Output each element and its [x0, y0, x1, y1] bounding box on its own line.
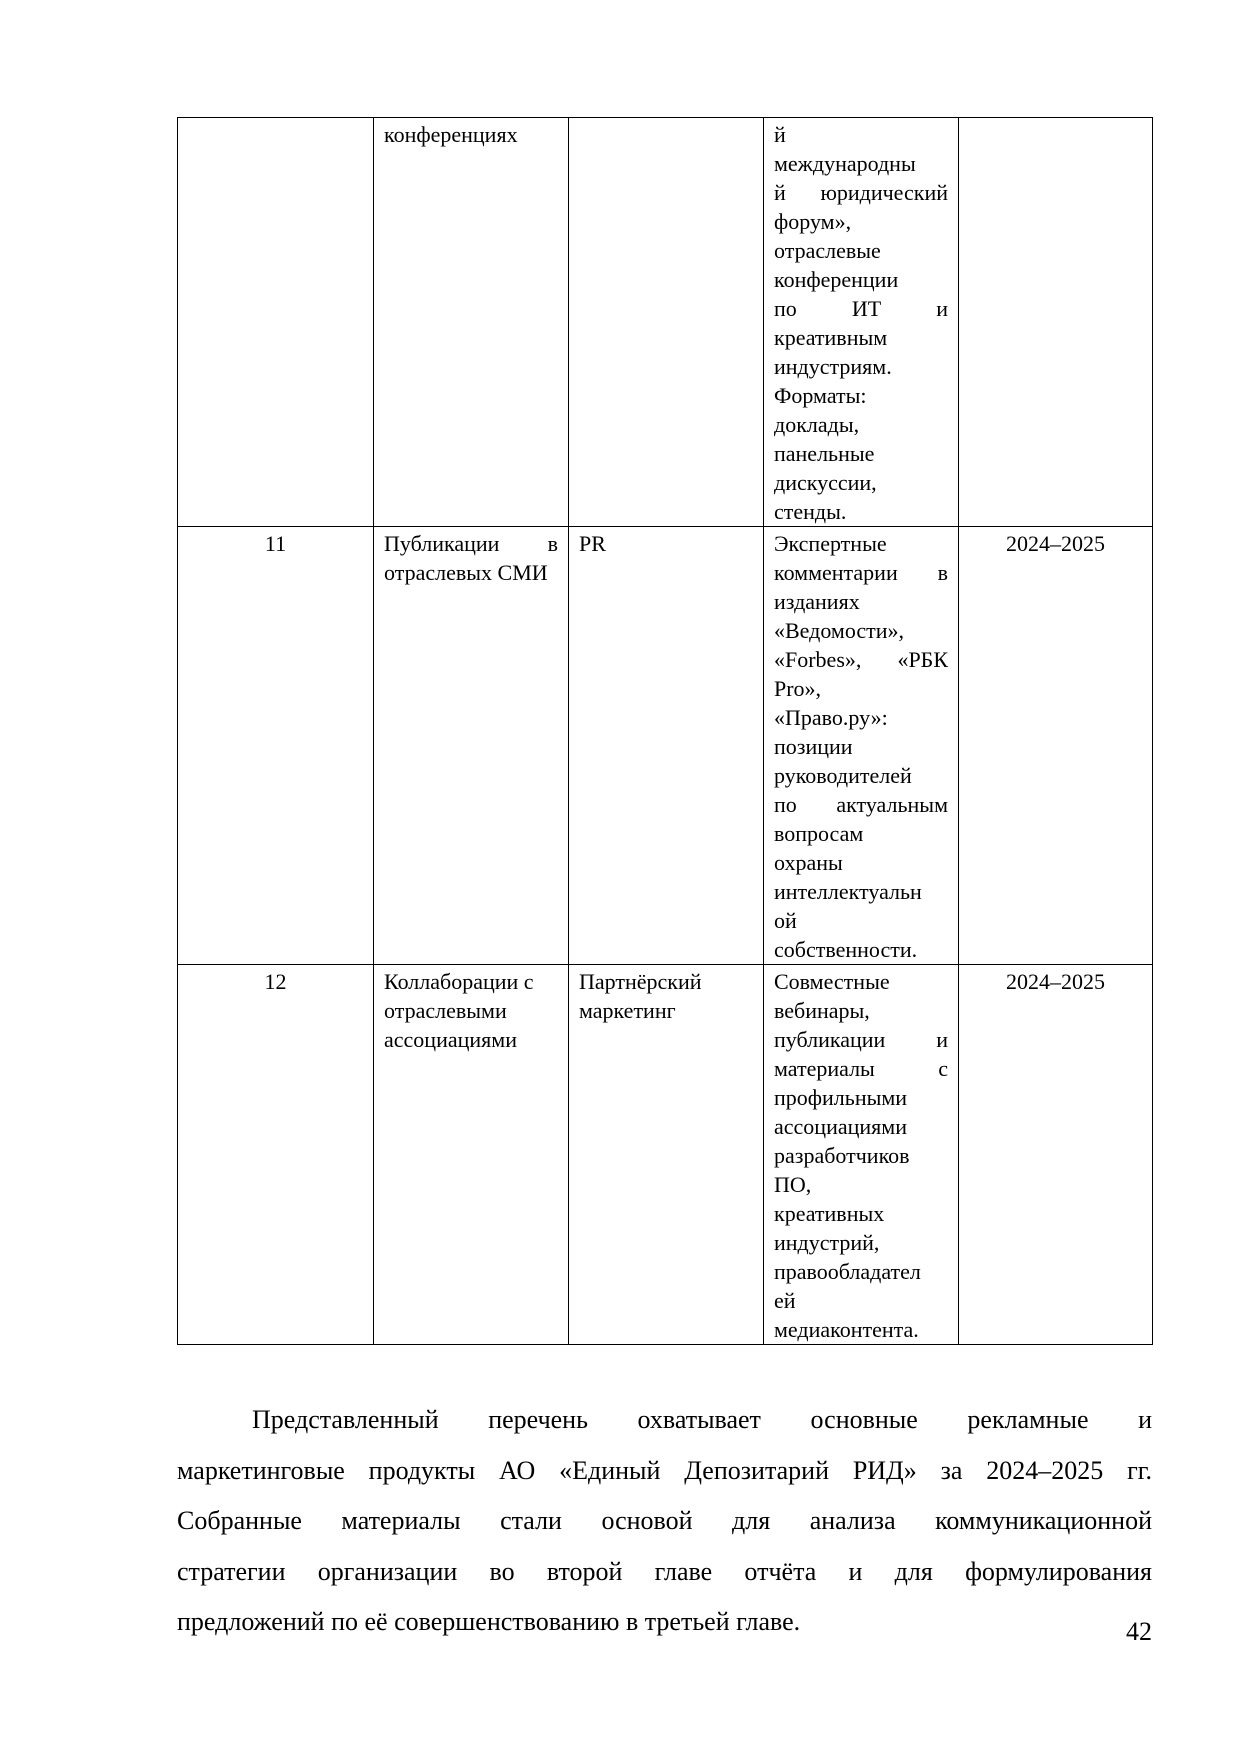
description-line: интеллектуальн	[774, 879, 922, 904]
description-line: ей	[774, 1288, 796, 1313]
description-cell	[764, 118, 959, 527]
description-cell	[764, 965, 959, 1345]
description-line: «Forbes», «РБК	[774, 647, 948, 672]
description-line: форум»,	[774, 209, 852, 234]
description-line: изданиях	[774, 589, 860, 614]
description-line: конференции	[774, 267, 899, 292]
product-name-cell: Коллаборации с отраслевыми ассоциациями	[374, 965, 569, 1345]
description-line: публикации и	[774, 1027, 948, 1052]
description-line: правообладател	[774, 1259, 921, 1284]
description-line: профильными	[774, 1085, 908, 1110]
description-line: панельные	[774, 441, 875, 466]
description-line: й юридический	[774, 180, 948, 205]
description-line: по актуальным	[774, 792, 948, 817]
description-cell	[764, 527, 959, 965]
description-line: руководителей	[774, 763, 912, 788]
table-row	[178, 118, 1153, 527]
description-line: вопросам	[774, 821, 864, 846]
paragraph-line: Собранные материалы стали основой для анализа коммуникационной	[177, 1506, 1152, 1535]
description-line: комментарии в	[774, 560, 948, 585]
channel-cell: PR	[569, 527, 764, 965]
table-row	[178, 965, 1153, 1345]
description-line: вебинары,	[774, 998, 870, 1023]
description-line: Pro»,	[774, 676, 822, 701]
description-line: разработчиков	[774, 1143, 910, 1168]
description-line: по ИТ и	[774, 296, 948, 321]
description-line: охраны	[774, 850, 843, 875]
description-line: ассоциациями	[774, 1114, 907, 1139]
paragraph-line: стратегии организации во второй главе отчёта и для формулирования	[177, 1556, 1152, 1586]
description-line: стенды.	[774, 499, 847, 524]
description-line: индустрий,	[774, 1230, 880, 1255]
row-number-cell: 12	[178, 965, 374, 1345]
description-line: креативным	[774, 325, 888, 350]
description-line: доклады,	[774, 412, 860, 437]
description-line: индустриям.	[774, 354, 892, 379]
description-line: международны	[774, 151, 916, 176]
description-line: дискуссии,	[774, 470, 877, 495]
table-row	[178, 527, 1153, 965]
description-line: медиаконтента.	[774, 1317, 919, 1342]
channel-cell	[569, 118, 764, 527]
description-line: «Право.ру»:	[774, 705, 888, 730]
product-name-cell: Публикации в отраслевых СМИ	[374, 527, 569, 965]
row-number-cell: 11	[178, 527, 374, 965]
description-line: Экспертные	[774, 531, 887, 556]
body-paragraph	[177, 1395, 1152, 1648]
period-cell: 2024–2025	[959, 527, 1153, 965]
description-line: «Ведомости»,	[774, 618, 905, 643]
paragraph-line: предложений по её совершенствованию в третьей главе.	[177, 1607, 801, 1636]
description-line: позиции	[774, 734, 853, 759]
description-line: Совместные	[774, 969, 890, 994]
product-name-cell: конференциях	[374, 118, 569, 527]
description-line: креативных	[774, 1201, 885, 1226]
products-table	[177, 117, 1153, 1345]
description-line: ПО,	[774, 1172, 812, 1197]
description-line: собственности.	[774, 937, 918, 962]
description-line: отраслевые	[774, 238, 881, 263]
paragraph-line: Представленный перечень охватывает основные рекламные и	[252, 1405, 1152, 1434]
page-number: 42	[1126, 1617, 1152, 1646]
description-line: ой	[774, 908, 797, 933]
period-cell: 2024–2025	[959, 965, 1153, 1345]
description-line: й	[774, 122, 786, 147]
channel-cell: Партнёрский маркетинг	[569, 965, 764, 1345]
row-number-cell	[178, 118, 374, 527]
description-line: материалы с	[774, 1056, 948, 1081]
description-line: Форматы:	[774, 383, 867, 408]
paragraph-line: маркетинговые продукты АО «Единый Депозитарий РИД» за 2024–2025 гг.	[177, 1455, 1152, 1485]
period-cell	[959, 118, 1153, 527]
